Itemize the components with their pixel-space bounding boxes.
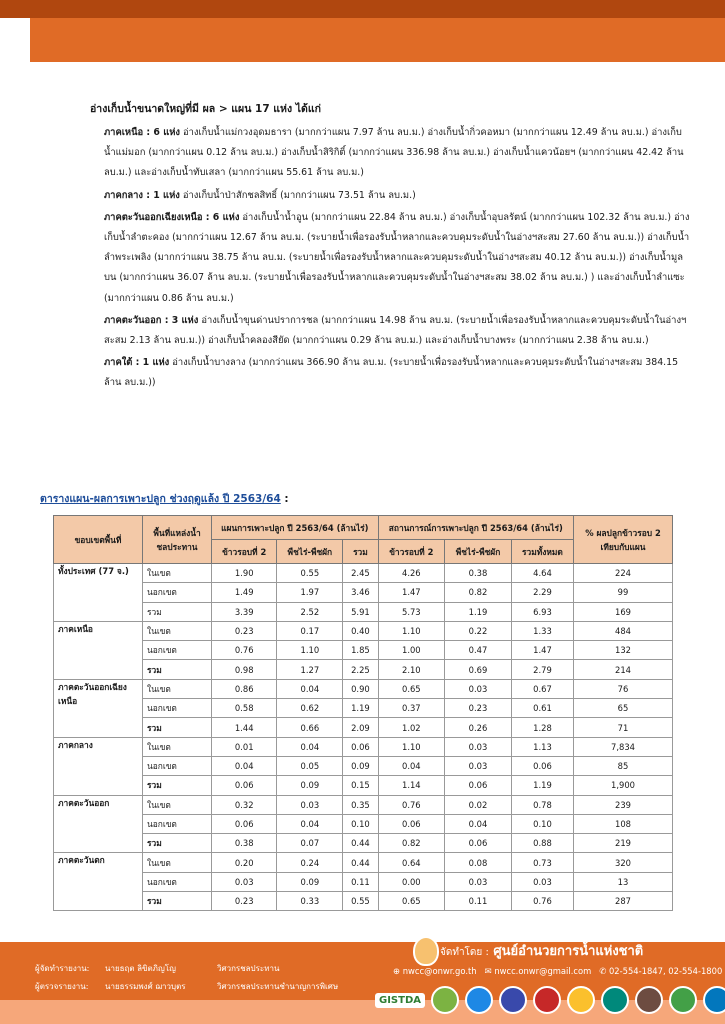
region-paragraph [104,311,690,351]
footer-label-checker: ผู้ตรวจรายงาน: [35,982,89,991]
value-cell: 0.09 [343,756,378,775]
value-cell: 2.09 [343,718,378,737]
area-cell: ในเขต [143,737,212,756]
value-cell: 0.04 [378,756,444,775]
th-plan: แผนการเพาะปลูก ปี 2563/64 (ล้านไร่) [212,516,379,540]
header-bar-top [0,0,725,20]
value-cell: 1.44 [212,718,277,737]
table-row [54,621,673,640]
area-cell: นอกเขต [143,699,212,718]
document-body [70,100,690,396]
value-cell: 1,900 [574,776,673,795]
value-cell: 1.85 [343,641,378,660]
value-cell: 2.29 [511,583,573,602]
value-cell: 0.82 [378,834,444,853]
area-cell: รวม [143,602,212,621]
zone-cell: ทั้งประเทศ (77 จ.) [54,564,143,622]
value-cell: 0.35 [343,795,378,814]
value-cell: 0.03 [511,872,573,891]
value-cell: 224 [574,564,673,583]
value-cell: 2.10 [378,660,444,679]
value-cell: 169 [574,602,673,621]
header-bar [30,18,725,62]
value-cell: 0.04 [277,737,343,756]
table-row [54,872,673,891]
value-cell: 1.13 [511,737,573,756]
value-cell: 4.26 [378,564,444,583]
area-cell: ในเขต [143,795,212,814]
value-cell: 0.65 [378,679,444,698]
value-cell: 0.22 [445,621,512,640]
value-cell: 5.91 [343,602,378,621]
value-cell: 0.23 [212,892,277,911]
value-cell: 1.47 [378,583,444,602]
value-cell: 0.06 [343,737,378,756]
value-cell: 0.82 [445,583,512,602]
th-percent: % ผลปลูกข้าวรอบ 2 เทียบกับแผน [574,516,673,564]
value-cell: 0.55 [343,892,378,911]
value-cell: 7,834 [574,737,673,756]
value-cell: 1.90 [212,564,277,583]
region-heading: ภาคใต้ : 1 แห่ง [104,357,170,369]
value-cell: 0.76 [511,892,573,911]
region-text: อ่างเก็บน้ำบางลาง (มากกว่าแผน 366.90 ล้าน ลบ.ม. (ระบายน้ำเพื่อรองรับน้ำหลากและควบคุมระดับน้ำในอ่างฯสะสม 384.15 ล้าน ลบ.ม.)) [104,357,679,389]
value-cell: 0.07 [277,834,343,853]
mascot-drop-icon [413,936,439,966]
value-cell: 0.40 [343,621,378,640]
region-heading: ภาคกลาง : 1 แห่ง [104,189,180,201]
footer-org [440,940,643,961]
value-cell: 0.20 [212,853,277,872]
value-cell: 0.11 [445,892,512,911]
value-cell: 239 [574,795,673,814]
area-cell: นอกเขต [143,756,212,775]
partner-logo-icon [499,986,527,1014]
value-cell: 76 [574,679,673,698]
footer-checker-name: นายธรรมพงศ์ ฌาวบุตร [105,982,186,991]
footer-org-name: ศูนย์อำนวยการน้ำแห่งชาติ [493,944,644,959]
value-cell: 0.06 [378,814,444,833]
value-cell: 0.04 [445,814,512,833]
region-text: อ่างเก็บน้ำน้ำอูน (มากกว่าแผน 22.84 ล้าน ลบ.ม.) อ่างเก็บน้ำอุบลรัตน์ (มากกว่าแผน 102.32 ล้าน ลบ.ม.) อ่างเก็บน้ำลำตะคอง (มากกว่าแผน 12.67 ล้าน ลบ.ม. (ระบายน้ำเพื่อรองรับน้ำหลากและควบคุมระดับน้ำในอ่างฯสะสม 27.60 ล้าน ลบ.ม.)) อ่างเก็บน้ำลำพระเพลิง (มากกว่าแผน 38.75 ล้าน ลบ.ม. (ระบายน้ำเพื่อรองรับน้ำหลากและควบคุมระดับน้ำในอ่างฯสะสม 40.12 ล้าน ลบ.ม.)) อ่างเก็บน้ำมูลบน (มากกว่าแผน 36.07 ล้าน ลบ.ม. (ระบายน้ำเพื่อรองรับน้ำหลากและควบคุมระดับน้ำในอ่างฯสะสม 38.02 ล้าน ลบ.ม.) ) และอ่างเก็บน้ำลำแซะ (มากกว่าแผน 0.86 ล้าน ลบ.ม.) [104,211,690,304]
table-title-colon: : [280,493,289,505]
footer-checker-role: วิศวกรชลประทานชำนาญการพิเศษ [217,982,339,991]
partner-logo-icon [601,986,629,1014]
value-cell: 2.45 [343,564,378,583]
table-row [54,602,673,621]
area-cell: รวม [143,892,212,911]
footer-writer-role: วิศวกรชลประทาน [217,964,280,973]
header-tab [0,18,30,62]
footer-email2[interactable]: nwcc.onwr@gmail.com [494,966,592,976]
table-title-text: ตารางแผน-ผลการเพาะปลูก ช่วงฤดูแล้ง ปี 2563/64 [40,493,281,505]
value-cell: 0.06 [445,776,512,795]
value-cell: 0.86 [212,679,277,698]
value-cell: 0.00 [378,872,444,891]
value-cell: 0.64 [378,853,444,872]
table-row [54,834,673,853]
value-cell: 0.02 [445,795,512,814]
table-row [54,641,673,660]
plan-results-table [53,515,673,911]
value-cell: 5.73 [378,602,444,621]
value-cell: 287 [574,892,673,911]
th-actual-crops: พืชไร่-พืชผัก [445,540,512,564]
value-cell: 1.10 [378,737,444,756]
value-cell: 65 [574,699,673,718]
mail-icon: ✉ [484,966,492,976]
region-paragraph [104,186,690,206]
gistda-logo: GISTDA [375,993,425,1008]
phone-icon: ✆ [599,966,607,976]
value-cell: 0.15 [343,776,378,795]
value-cell: 0.38 [212,834,277,853]
value-cell: 0.62 [277,699,343,718]
area-cell: ในเขต [143,621,212,640]
area-cell: นอกเขต [143,814,212,833]
area-cell: ในเขต [143,853,212,872]
value-cell: 0.55 [277,564,343,583]
area-cell: ในเขต [143,679,212,698]
value-cell: 1.28 [511,718,573,737]
value-cell: 484 [574,621,673,640]
value-cell: 0.06 [212,776,277,795]
value-cell: 0.44 [343,834,378,853]
region-paragraph [104,208,690,309]
value-cell: 0.67 [511,679,573,698]
th-zone: ขอบเขตพื้นที่ [54,516,143,564]
value-cell: 0.17 [277,621,343,640]
value-cell: 0.32 [212,795,277,814]
value-cell: 0.03 [445,737,512,756]
value-cell: 0.09 [277,776,343,795]
region-text: อ่างเก็บน้ำขุนด่านปราการชล (มากกว่าแผน 14.98 ล้าน ลบ.ม. (ระบายน้ำเพื่อรองรับน้ำหลากและควบคุมระดับน้ำในอ่างฯสะสม 2.13 ล้าน ลบ.ม.)) อ่างเก็บน้ำคลองสียัด (มากกว่าแผน 0.29 ล้าน ลบ.ม.) และอ่างเก็บน้ำบางพระ (มากกว่าแผน 2.38 ล้าน ลบ.ม.) [104,314,687,347]
value-cell: 0.03 [212,872,277,891]
value-cell: 0.38 [445,564,512,583]
partner-logos [375,985,725,1015]
table-row [54,660,673,679]
value-cell: 0.24 [277,853,343,872]
zone-cell: ภาคตะวันออกเฉียงเหนือ [54,679,143,737]
region-paragraph [104,123,690,184]
value-cell: 0.06 [445,834,512,853]
region-text: อ่างเก็บน้ำแม่กวงอุดมธารา (มากกว่าแผน 7.97 ล้าน ลบ.ม.) อ่างเก็บน้ำกิ่วคอหมา (มากกว่าแผน 12.49 ล้าน ลบ.ม.) อ่างเก็บน้ำแม่มอก (มากกว่าแผน 0.12 ล้าน ลบ.ม.) อ่างเก็บน้ำสิริกิติ์ (มากกว่าแผน 336.98 ล้าน ลบ.ม.) อ่างเก็บน้ำแควน้อยฯ (มากกว่าแผน 42.42 ล้าน ลบ.ม.) และอ่างเก็บน้ำทับเสลา (มากกว่าแผน 55.61 ล้าน ลบ.ม.) [104,127,684,179]
table-row [54,756,673,775]
footer-writer-name: นายธฤต ลิขิตภิญโญ [105,964,176,973]
th-actual: สถานการณ์การเพาะปลูก ปี 2563/64 (ล้านไร่) [378,516,573,540]
value-cell: 1.00 [378,641,444,660]
value-cell: 214 [574,660,673,679]
value-cell: 0.37 [378,699,444,718]
value-cell: 0.03 [277,795,343,814]
intro-heading: อ่างเก็บน้ำขนาดใหญ่ที่มี ผล > แผน 17 แห่ง ได้แก่ [90,103,321,115]
value-cell: 0.03 [445,872,512,891]
value-cell: 320 [574,853,673,872]
value-cell: 1.10 [277,641,343,660]
value-cell: 0.08 [445,853,512,872]
table-row [54,814,673,833]
value-cell: 0.66 [277,718,343,737]
value-cell: 3.46 [343,583,378,602]
value-cell: 0.61 [511,699,573,718]
table-row [54,583,673,602]
area-cell: นอกเขต [143,583,212,602]
table-row [54,564,673,583]
partner-logo-icon [533,986,561,1014]
value-cell: 0.04 [212,756,277,775]
th-actual-rice: ข้าวรอบที่ 2 [378,540,444,564]
table-title [40,490,289,507]
th-actual-total: รวมทั้งหมด [511,540,573,564]
value-cell: 0.09 [277,872,343,891]
th-area: พื้นที่แหล่งน้ำชลประทาน [143,516,212,564]
table-row [54,718,673,737]
region-list [70,123,690,394]
value-cell: 1.97 [277,583,343,602]
area-cell: รวม [143,660,212,679]
partner-logo-icon [431,986,459,1014]
table-row [54,795,673,814]
value-cell: 0.98 [212,660,277,679]
value-cell: 4.64 [511,564,573,583]
partner-logo-icon [567,986,595,1014]
value-cell: 0.23 [445,699,512,718]
value-cell: 0.76 [378,795,444,814]
region-paragraph [104,353,690,393]
value-cell: 1.19 [343,699,378,718]
value-cell: 0.10 [511,814,573,833]
table-row [54,776,673,795]
table-body [54,564,673,911]
partner-logo-icon [669,986,697,1014]
zone-cell: ภาคตะวันออก [54,795,143,853]
value-cell: 0.69 [445,660,512,679]
value-cell: 1.19 [445,602,512,621]
zone-cell: ภาคเหนือ [54,621,143,679]
value-cell: 0.26 [445,718,512,737]
value-cell: 0.06 [212,814,277,833]
value-cell: 3.39 [212,602,277,621]
region-heading: ภาคตะวันออก : 3 แห่ง [104,314,199,326]
value-cell: 0.10 [343,814,378,833]
value-cell: 13 [574,872,673,891]
zone-cell: ภาคกลาง [54,737,143,795]
th-plan-crops: พืชไร่-พืชผัก [277,540,343,564]
value-cell: 0.88 [511,834,573,853]
table-row [54,699,673,718]
value-cell: 219 [574,834,673,853]
value-cell: 85 [574,756,673,775]
table-row [54,737,673,756]
value-cell: 0.04 [277,814,343,833]
value-cell: 0.11 [343,872,378,891]
value-cell: 0.23 [212,621,277,640]
value-cell: 1.49 [212,583,277,602]
value-cell: 1.10 [378,621,444,640]
value-cell: 6.93 [511,602,573,621]
value-cell: 71 [574,718,673,737]
table-row [54,679,673,698]
value-cell: 0.03 [445,756,512,775]
area-cell: รวม [143,718,212,737]
region-text: อ่างเก็บน้ำป่าสักชลสิทธิ์ (มากกว่าแผน 73.51 ล้าน ลบ.ม.) [182,189,416,201]
value-cell: 0.44 [343,853,378,872]
value-cell: 1.14 [378,776,444,795]
region-heading: ภาคตะวันออกเฉียงเหนือ : 6 แห่ง [104,211,240,223]
globe-icon: ⊕ [393,966,401,976]
value-cell: 0.58 [212,699,277,718]
zone-cell: ภาคตะวันตก [54,853,143,911]
value-cell: 1.19 [511,776,573,795]
value-cell: 0.05 [277,756,343,775]
value-cell: 1.02 [378,718,444,737]
value-cell: 0.76 [212,641,277,660]
value-cell: 0.06 [511,756,573,775]
value-cell: 99 [574,583,673,602]
value-cell: 0.90 [343,679,378,698]
value-cell: 0.04 [277,679,343,698]
value-cell: 1.33 [511,621,573,640]
value-cell: 0.33 [277,892,343,911]
footer-label-writer: ผู้จัดทำรายงาน: [35,964,90,973]
value-cell: 0.73 [511,853,573,872]
footer-phone: 02-554-1847, 02-554-1800 [608,966,723,976]
partner-logo-icon [703,986,725,1014]
value-cell: 0.78 [511,795,573,814]
value-cell: 132 [574,641,673,660]
area-cell: ในเขต [143,564,212,583]
value-cell: 2.52 [277,602,343,621]
value-cell: 0.01 [212,737,277,756]
region-heading: ภาคเหนือ : 6 แห่ง [104,127,181,138]
th-plan-rice: ข้าวรอบที่ 2 [212,540,277,564]
area-cell: นอกเขต [143,641,212,660]
area-cell: รวม [143,834,212,853]
value-cell: 0.03 [445,679,512,698]
th-plan-total: รวม [343,540,378,564]
value-cell: 0.65 [378,892,444,911]
partner-logo-icon [465,986,493,1014]
area-cell: รวม [143,776,212,795]
table-row [54,853,673,872]
area-cell: นอกเขต [143,872,212,891]
value-cell: 0.47 [445,641,512,660]
value-cell: 1.27 [277,660,343,679]
partner-logo-icon [635,986,663,1014]
value-cell: 2.79 [511,660,573,679]
footer-email1[interactable]: nwcc@onwr.go.th [402,966,477,976]
value-cell: 2.25 [343,660,378,679]
footer-contact [393,966,722,976]
value-cell: 1.47 [511,641,573,660]
value-cell: 108 [574,814,673,833]
footer-org-prefix: จัดทำโดย : [440,947,489,958]
table-row [54,892,673,911]
